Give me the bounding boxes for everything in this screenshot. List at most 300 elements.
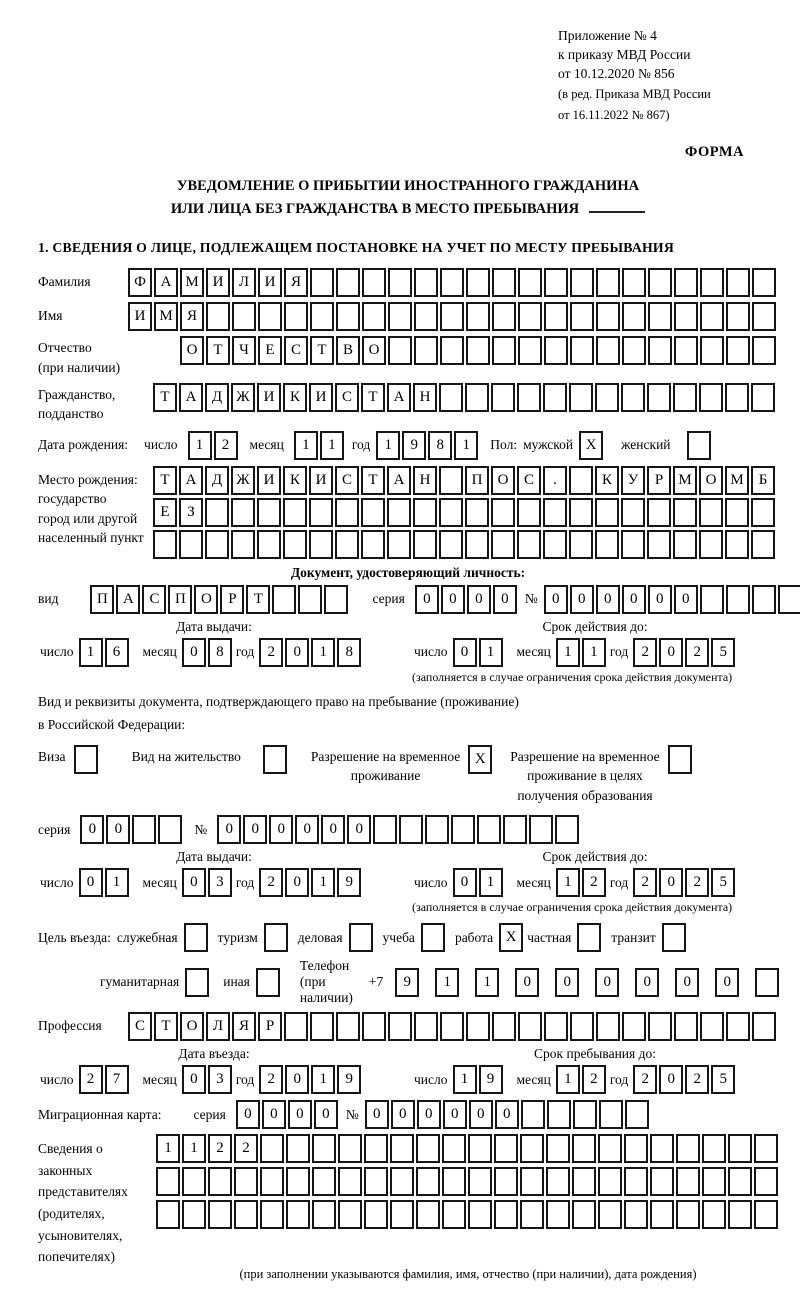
char-cell[interactable] (725, 383, 749, 412)
char-cell[interactable]: П (168, 585, 192, 614)
char-cell[interactable] (440, 336, 464, 365)
char-cell[interactable] (754, 1134, 778, 1163)
char-cell[interactable]: Я (232, 1012, 256, 1041)
visa-checkbox[interactable] (74, 745, 98, 774)
char-cell[interactable]: 0 (217, 815, 241, 844)
char-cell[interactable]: 9 (479, 1065, 503, 1094)
temp-permit-edu-checkbox[interactable] (668, 745, 692, 774)
char-cell[interactable] (622, 1012, 646, 1041)
char-cell[interactable]: 0 (469, 1100, 493, 1129)
char-cell[interactable]: Я (180, 302, 204, 331)
char-cell[interactable] (503, 815, 527, 844)
char-cell[interactable]: С (335, 383, 359, 412)
char-cell[interactable]: Л (232, 268, 256, 297)
char-cell[interactable]: И (257, 466, 281, 495)
char-cell[interactable]: 0 (555, 968, 579, 997)
char-cell[interactable] (260, 1200, 284, 1229)
char-cell[interactable] (673, 530, 697, 559)
char-cell[interactable] (569, 530, 593, 559)
char-cell[interactable] (413, 498, 437, 527)
char-cell[interactable]: 0 (415, 585, 439, 614)
char-cell[interactable]: 2 (582, 1065, 606, 1094)
char-cell[interactable]: Ж (231, 383, 255, 412)
char-cell[interactable] (595, 383, 619, 412)
char-cell[interactable] (414, 336, 438, 365)
char-cell[interactable]: П (90, 585, 114, 614)
char-cell[interactable] (439, 466, 463, 495)
char-cell[interactable]: Ч (232, 336, 256, 365)
char-cell[interactable]: 2 (234, 1134, 258, 1163)
char-cell[interactable]: 0 (453, 638, 477, 667)
char-cell[interactable] (621, 383, 645, 412)
char-cell[interactable] (309, 498, 333, 527)
char-cell[interactable]: И (309, 466, 333, 495)
char-cell[interactable]: 5 (711, 638, 735, 667)
char-cell[interactable] (726, 585, 750, 614)
char-cell[interactable]: 2 (214, 431, 238, 460)
char-cell[interactable]: И (206, 268, 230, 297)
char-cell[interactable] (492, 336, 516, 365)
char-cell[interactable] (544, 302, 568, 331)
char-cell[interactable]: 0 (314, 1100, 338, 1129)
char-cell[interactable] (492, 1012, 516, 1041)
char-cell[interactable] (284, 302, 308, 331)
char-cell[interactable] (477, 815, 501, 844)
char-cell[interactable]: 0 (243, 815, 267, 844)
char-cell[interactable]: Т (153, 383, 177, 412)
char-cell[interactable]: Е (153, 498, 177, 527)
char-cell[interactable] (442, 1167, 466, 1196)
char-cell[interactable] (234, 1167, 258, 1196)
char-cell[interactable]: Т (246, 585, 270, 614)
char-cell[interactable] (700, 302, 724, 331)
char-cell[interactable]: 1 (320, 431, 344, 460)
purpose-private-checkbox[interactable] (577, 923, 601, 952)
char-cell[interactable] (466, 302, 490, 331)
char-cell[interactable]: 1 (376, 431, 400, 460)
char-cell[interactable] (413, 530, 437, 559)
char-cell[interactable] (468, 1200, 492, 1229)
char-cell[interactable]: 1 (556, 868, 580, 897)
char-cell[interactable]: И (128, 302, 152, 331)
char-cell[interactable]: Н (413, 466, 437, 495)
char-cell[interactable] (234, 1200, 258, 1229)
char-cell[interactable] (570, 268, 594, 297)
char-cell[interactable]: Д (205, 383, 229, 412)
char-cell[interactable]: 0 (544, 585, 568, 614)
char-cell[interactable] (324, 585, 348, 614)
char-cell[interactable] (598, 1200, 622, 1229)
char-cell[interactable]: 0 (391, 1100, 415, 1129)
char-cell[interactable]: М (154, 302, 178, 331)
purpose-work-checkbox[interactable]: X (499, 923, 523, 952)
char-cell[interactable] (298, 585, 322, 614)
char-cell[interactable]: 0 (570, 585, 594, 614)
char-cell[interactable] (754, 1200, 778, 1229)
char-cell[interactable] (599, 1100, 623, 1129)
char-cell[interactable] (388, 302, 412, 331)
char-cell[interactable] (286, 1134, 310, 1163)
char-cell[interactable]: 0 (262, 1100, 286, 1129)
char-cell[interactable] (491, 383, 515, 412)
char-cell[interactable] (676, 1167, 700, 1196)
char-cell[interactable]: 0 (595, 968, 619, 997)
char-cell[interactable] (569, 498, 593, 527)
char-cell[interactable]: 1 (311, 868, 335, 897)
char-cell[interactable]: 0 (659, 638, 683, 667)
char-cell[interactable]: А (387, 466, 411, 495)
char-cell[interactable]: 0 (79, 868, 103, 897)
char-cell[interactable] (570, 302, 594, 331)
char-cell[interactable] (466, 336, 490, 365)
char-cell[interactable] (440, 1012, 464, 1041)
char-cell[interactable] (700, 336, 724, 365)
char-cell[interactable]: 2 (79, 1065, 103, 1094)
sex-female-checkbox[interactable] (687, 431, 711, 460)
char-cell[interactable] (596, 302, 620, 331)
char-cell[interactable] (309, 530, 333, 559)
char-cell[interactable] (752, 268, 776, 297)
char-cell[interactable] (439, 530, 463, 559)
char-cell[interactable] (258, 302, 282, 331)
char-cell[interactable] (231, 530, 255, 559)
char-cell[interactable] (751, 498, 775, 527)
char-cell[interactable]: 2 (685, 868, 709, 897)
char-cell[interactable]: А (179, 466, 203, 495)
char-cell[interactable] (388, 336, 412, 365)
char-cell[interactable]: 0 (675, 968, 699, 997)
char-cell[interactable] (517, 383, 541, 412)
char-cell[interactable] (699, 530, 723, 559)
char-cell[interactable] (700, 268, 724, 297)
char-cell[interactable] (399, 815, 423, 844)
char-cell[interactable]: К (283, 383, 307, 412)
char-cell[interactable] (364, 1134, 388, 1163)
char-cell[interactable] (570, 1012, 594, 1041)
char-cell[interactable] (520, 1167, 544, 1196)
char-cell[interactable] (390, 1167, 414, 1196)
char-cell[interactable] (752, 1012, 776, 1041)
char-cell[interactable] (546, 1167, 570, 1196)
char-cell[interactable]: 9 (337, 868, 361, 897)
char-cell[interactable] (205, 498, 229, 527)
char-cell[interactable] (625, 1100, 649, 1129)
char-cell[interactable]: 0 (347, 815, 371, 844)
char-cell[interactable] (362, 302, 386, 331)
char-cell[interactable] (676, 1200, 700, 1229)
char-cell[interactable] (674, 1012, 698, 1041)
char-cell[interactable] (492, 268, 516, 297)
char-cell[interactable] (596, 336, 620, 365)
char-cell[interactable]: 0 (659, 1065, 683, 1094)
char-cell[interactable]: 0 (441, 585, 465, 614)
char-cell[interactable] (362, 1012, 386, 1041)
char-cell[interactable] (596, 1012, 620, 1041)
char-cell[interactable] (466, 1012, 490, 1041)
char-cell[interactable] (465, 530, 489, 559)
char-cell[interactable]: С (128, 1012, 152, 1041)
char-cell[interactable] (572, 1200, 596, 1229)
char-cell[interactable]: 2 (633, 638, 657, 667)
char-cell[interactable]: О (362, 336, 386, 365)
char-cell[interactable]: 1 (156, 1134, 180, 1163)
char-cell[interactable]: 1 (479, 868, 503, 897)
char-cell[interactable] (555, 815, 579, 844)
char-cell[interactable] (546, 1134, 570, 1163)
char-cell[interactable] (647, 498, 671, 527)
char-cell[interactable]: Т (361, 383, 385, 412)
char-cell[interactable] (702, 1200, 726, 1229)
char-cell[interactable] (388, 268, 412, 297)
char-cell[interactable] (778, 585, 800, 614)
char-cell[interactable]: 0 (365, 1100, 389, 1129)
char-cell[interactable] (700, 585, 724, 614)
char-cell[interactable]: С (335, 466, 359, 495)
char-cell[interactable]: В (336, 336, 360, 365)
char-cell[interactable] (442, 1134, 466, 1163)
char-cell[interactable] (598, 1167, 622, 1196)
char-cell[interactable] (518, 1012, 542, 1041)
char-cell[interactable] (543, 498, 567, 527)
char-cell[interactable]: 6 (105, 638, 129, 667)
char-cell[interactable] (390, 1200, 414, 1229)
char-cell[interactable] (364, 1167, 388, 1196)
char-cell[interactable]: Т (154, 1012, 178, 1041)
char-cell[interactable]: . (543, 466, 567, 495)
char-cell[interactable] (622, 268, 646, 297)
char-cell[interactable] (312, 1200, 336, 1229)
char-cell[interactable] (272, 585, 296, 614)
char-cell[interactable] (491, 530, 515, 559)
char-cell[interactable]: 0 (182, 868, 206, 897)
char-cell[interactable]: 1 (311, 638, 335, 667)
char-cell[interactable] (648, 1012, 672, 1041)
char-cell[interactable] (208, 1200, 232, 1229)
char-cell[interactable] (647, 530, 671, 559)
char-cell[interactable]: 1 (453, 1065, 477, 1094)
temp-permit-checkbox[interactable]: X (468, 745, 492, 774)
char-cell[interactable]: 1 (294, 431, 318, 460)
char-cell[interactable] (468, 1134, 492, 1163)
char-cell[interactable]: Е (258, 336, 282, 365)
char-cell[interactable] (257, 498, 281, 527)
char-cell[interactable]: 1 (556, 638, 580, 667)
char-cell[interactable] (494, 1134, 518, 1163)
char-cell[interactable] (494, 1200, 518, 1229)
char-cell[interactable]: О (194, 585, 218, 614)
char-cell[interactable] (414, 268, 438, 297)
char-cell[interactable] (182, 1167, 206, 1196)
char-cell[interactable]: 2 (633, 1065, 657, 1094)
char-cell[interactable] (387, 530, 411, 559)
char-cell[interactable]: 5 (711, 868, 735, 897)
char-cell[interactable]: Н (413, 383, 437, 412)
title-blank-field[interactable] (589, 200, 645, 213)
char-cell[interactable] (182, 1200, 206, 1229)
char-cell[interactable] (725, 498, 749, 527)
char-cell[interactable] (726, 336, 750, 365)
purpose-official-checkbox[interactable] (184, 923, 208, 952)
sex-male-checkbox[interactable]: X (579, 431, 603, 460)
char-cell[interactable] (465, 498, 489, 527)
char-cell[interactable]: 2 (259, 638, 283, 667)
char-cell[interactable]: 0 (493, 585, 517, 614)
char-cell[interactable]: 3 (208, 868, 232, 897)
char-cell[interactable] (286, 1167, 310, 1196)
char-cell[interactable] (364, 1200, 388, 1229)
purpose-other-checkbox[interactable] (256, 968, 280, 997)
char-cell[interactable] (179, 530, 203, 559)
char-cell[interactable] (257, 530, 281, 559)
char-cell[interactable]: Ф (128, 268, 152, 297)
char-cell[interactable] (650, 1200, 674, 1229)
char-cell[interactable] (387, 498, 411, 527)
char-cell[interactable]: 1 (435, 968, 459, 997)
char-cell[interactable] (543, 383, 567, 412)
char-cell[interactable] (544, 268, 568, 297)
char-cell[interactable]: 5 (711, 1065, 735, 1094)
char-cell[interactable] (529, 815, 553, 844)
char-cell[interactable] (624, 1200, 648, 1229)
char-cell[interactable] (416, 1200, 440, 1229)
char-cell[interactable] (205, 530, 229, 559)
char-cell[interactable] (208, 1167, 232, 1196)
char-cell[interactable] (648, 336, 672, 365)
char-cell[interactable] (206, 302, 230, 331)
char-cell[interactable]: 1 (454, 431, 478, 460)
char-cell[interactable] (260, 1167, 284, 1196)
char-cell[interactable]: С (142, 585, 166, 614)
char-cell[interactable]: 3 (208, 1065, 232, 1094)
char-cell[interactable] (622, 336, 646, 365)
char-cell[interactable]: Ж (231, 466, 255, 495)
char-cell[interactable] (466, 268, 490, 297)
char-cell[interactable]: 7 (105, 1065, 129, 1094)
char-cell[interactable]: 0 (674, 585, 698, 614)
char-cell[interactable] (312, 1167, 336, 1196)
char-cell[interactable]: Р (258, 1012, 282, 1041)
char-cell[interactable]: 8 (208, 638, 232, 667)
char-cell[interactable] (440, 302, 464, 331)
char-cell[interactable]: Т (206, 336, 230, 365)
char-cell[interactable] (232, 302, 256, 331)
char-cell[interactable]: Т (310, 336, 334, 365)
char-cell[interactable] (621, 498, 645, 527)
char-cell[interactable]: 0 (622, 585, 646, 614)
char-cell[interactable] (752, 585, 776, 614)
char-cell[interactable]: 0 (182, 638, 206, 667)
char-cell[interactable] (673, 383, 697, 412)
char-cell[interactable] (362, 268, 386, 297)
char-cell[interactable]: 1 (79, 638, 103, 667)
char-cell[interactable]: 2 (685, 638, 709, 667)
char-cell[interactable]: 8 (337, 638, 361, 667)
char-cell[interactable]: 2 (208, 1134, 232, 1163)
char-cell[interactable] (390, 1134, 414, 1163)
char-cell[interactable] (335, 498, 359, 527)
char-cell[interactable] (569, 383, 593, 412)
char-cell[interactable] (752, 336, 776, 365)
char-cell[interactable]: 0 (715, 968, 739, 997)
residence-permit-checkbox[interactable] (263, 745, 287, 774)
char-cell[interactable] (598, 1134, 622, 1163)
char-cell[interactable] (492, 302, 516, 331)
char-cell[interactable] (725, 530, 749, 559)
char-cell[interactable]: 0 (648, 585, 672, 614)
purpose-business-checkbox[interactable] (349, 923, 373, 952)
char-cell[interactable]: 0 (321, 815, 345, 844)
char-cell[interactable]: А (116, 585, 140, 614)
char-cell[interactable] (260, 1134, 284, 1163)
char-cell[interactable] (726, 1012, 750, 1041)
char-cell[interactable]: 0 (443, 1100, 467, 1129)
char-cell[interactable]: 0 (659, 868, 683, 897)
char-cell[interactable] (283, 530, 307, 559)
char-cell[interactable] (622, 302, 646, 331)
char-cell[interactable]: О (180, 336, 204, 365)
char-cell[interactable]: Т (361, 466, 385, 495)
char-cell[interactable] (310, 302, 334, 331)
char-cell[interactable] (518, 336, 542, 365)
char-cell[interactable] (231, 498, 255, 527)
char-cell[interactable] (335, 530, 359, 559)
char-cell[interactable]: 0 (495, 1100, 519, 1129)
char-cell[interactable]: О (491, 466, 515, 495)
char-cell[interactable] (156, 1200, 180, 1229)
char-cell[interactable] (491, 498, 515, 527)
char-cell[interactable] (520, 1200, 544, 1229)
char-cell[interactable] (520, 1134, 544, 1163)
char-cell[interactable] (621, 530, 645, 559)
char-cell[interactable]: С (284, 336, 308, 365)
char-cell[interactable]: 0 (182, 1065, 206, 1094)
char-cell[interactable]: Л (206, 1012, 230, 1041)
char-cell[interactable] (312, 1134, 336, 1163)
char-cell[interactable] (451, 815, 475, 844)
char-cell[interactable]: 0 (596, 585, 620, 614)
char-cell[interactable]: Б (751, 466, 775, 495)
char-cell[interactable]: 9 (402, 431, 426, 460)
char-cell[interactable]: 0 (285, 1065, 309, 1094)
char-cell[interactable] (284, 1012, 308, 1041)
char-cell[interactable]: И (257, 383, 281, 412)
char-cell[interactable] (648, 302, 672, 331)
char-cell[interactable]: 0 (236, 1100, 260, 1129)
char-cell[interactable] (751, 530, 775, 559)
char-cell[interactable]: 0 (295, 815, 319, 844)
char-cell[interactable] (700, 1012, 724, 1041)
char-cell[interactable]: 1 (105, 868, 129, 897)
char-cell[interactable]: 2 (259, 1065, 283, 1094)
char-cell[interactable]: 1 (188, 431, 212, 460)
char-cell[interactable] (755, 968, 779, 997)
char-cell[interactable]: М (180, 268, 204, 297)
char-cell[interactable]: 1 (582, 638, 606, 667)
char-cell[interactable]: П (465, 466, 489, 495)
char-cell[interactable]: 0 (80, 815, 104, 844)
char-cell[interactable] (361, 498, 385, 527)
char-cell[interactable]: 2 (259, 868, 283, 897)
char-cell[interactable] (702, 1167, 726, 1196)
char-cell[interactable] (569, 466, 593, 495)
char-cell[interactable] (648, 268, 672, 297)
char-cell[interactable] (751, 383, 775, 412)
char-cell[interactable] (647, 383, 671, 412)
char-cell[interactable]: Т (153, 466, 177, 495)
char-cell[interactable] (414, 1012, 438, 1041)
char-cell[interactable]: 0 (515, 968, 539, 997)
char-cell[interactable]: 1 (311, 1065, 335, 1094)
